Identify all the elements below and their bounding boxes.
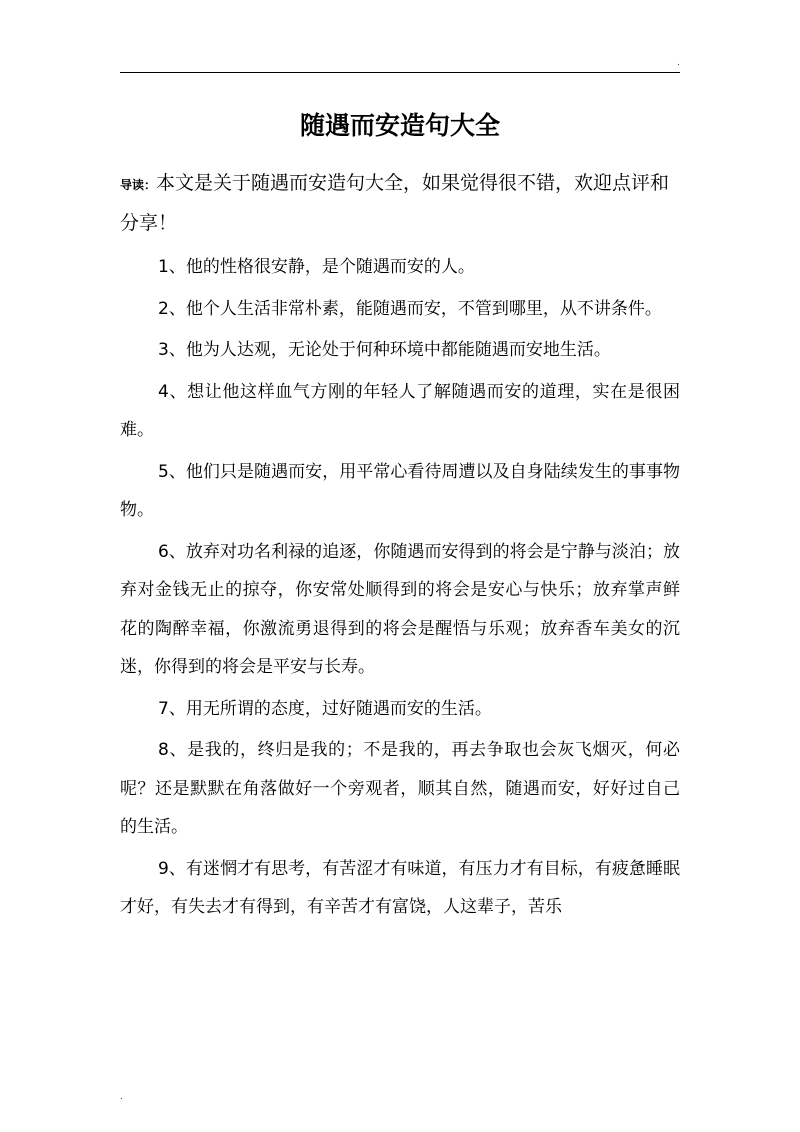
header-rule [120, 72, 680, 73]
intro-paragraph [120, 164, 680, 242]
sentence-list [120, 248, 680, 930]
page-title: 随遇而安造句大全 [299, 111, 500, 140]
sentence-item-8: 8、是我的，终归是我的；不是我的，再去争取也会灰飞烟灭，何必呢？还是默默在角落做好一个旁观者，顺其自然，随遇而安，好好过自己的生活。 [120, 740, 680, 837]
sentence-item-5: 5、他们只是随遇而安，用平常心看待周遭以及自身陆续发生的事事物物。 [120, 461, 680, 520]
sentence-item-9: 9、有迷惘才有思考，有苦涩才有味道，有压力才有目标，有疲惫睡眠才好，有失去才有得到，有辛苦才有富饶，人这辈子，苦乐 [120, 858, 680, 917]
footer-mark: . [120, 1092, 123, 1102]
intro-text: 本文是关于随遇而安造句大全，如果觉得很不错，欢迎点评和分享！ [120, 172, 670, 234]
sentence-item-1: 1、他的性格很安静，是个随遇而安的人。 [158, 257, 475, 277]
header-mark: . [677, 58, 680, 68]
intro-lead: 导读： [120, 178, 157, 192]
sentence-item-2: 2、他个人生活非常朴素，能随遇而安，不管到哪里，从不讲条件。 [158, 298, 662, 319]
sentence-item-6: 6、放弃对功名利禄的追逐，你随遇而安得到的将会是宁静与淡泊；放弃对金钱无止的掠夺，你安常处顺得到的将会是安心与快乐；放弃掌声鲜花的陶醉幸福，你激流勇退得到的将会是醒悟与乐观；放弃香车美女的沉迷，你得到的将会是平安与长寿。 [120, 541, 680, 677]
sentence-item-3: 3、他为人达观，无论处于何种环境中都能随遇而安地生活。 [158, 340, 611, 360]
sentence-item-4: 4、想让他这样血气方刚的年轻人了解随遇而安的道理，实在是很困难。 [120, 381, 680, 440]
sentence-item-7: 7、用无所谓的态度，过好随遇而安的生活。 [158, 698, 492, 719]
